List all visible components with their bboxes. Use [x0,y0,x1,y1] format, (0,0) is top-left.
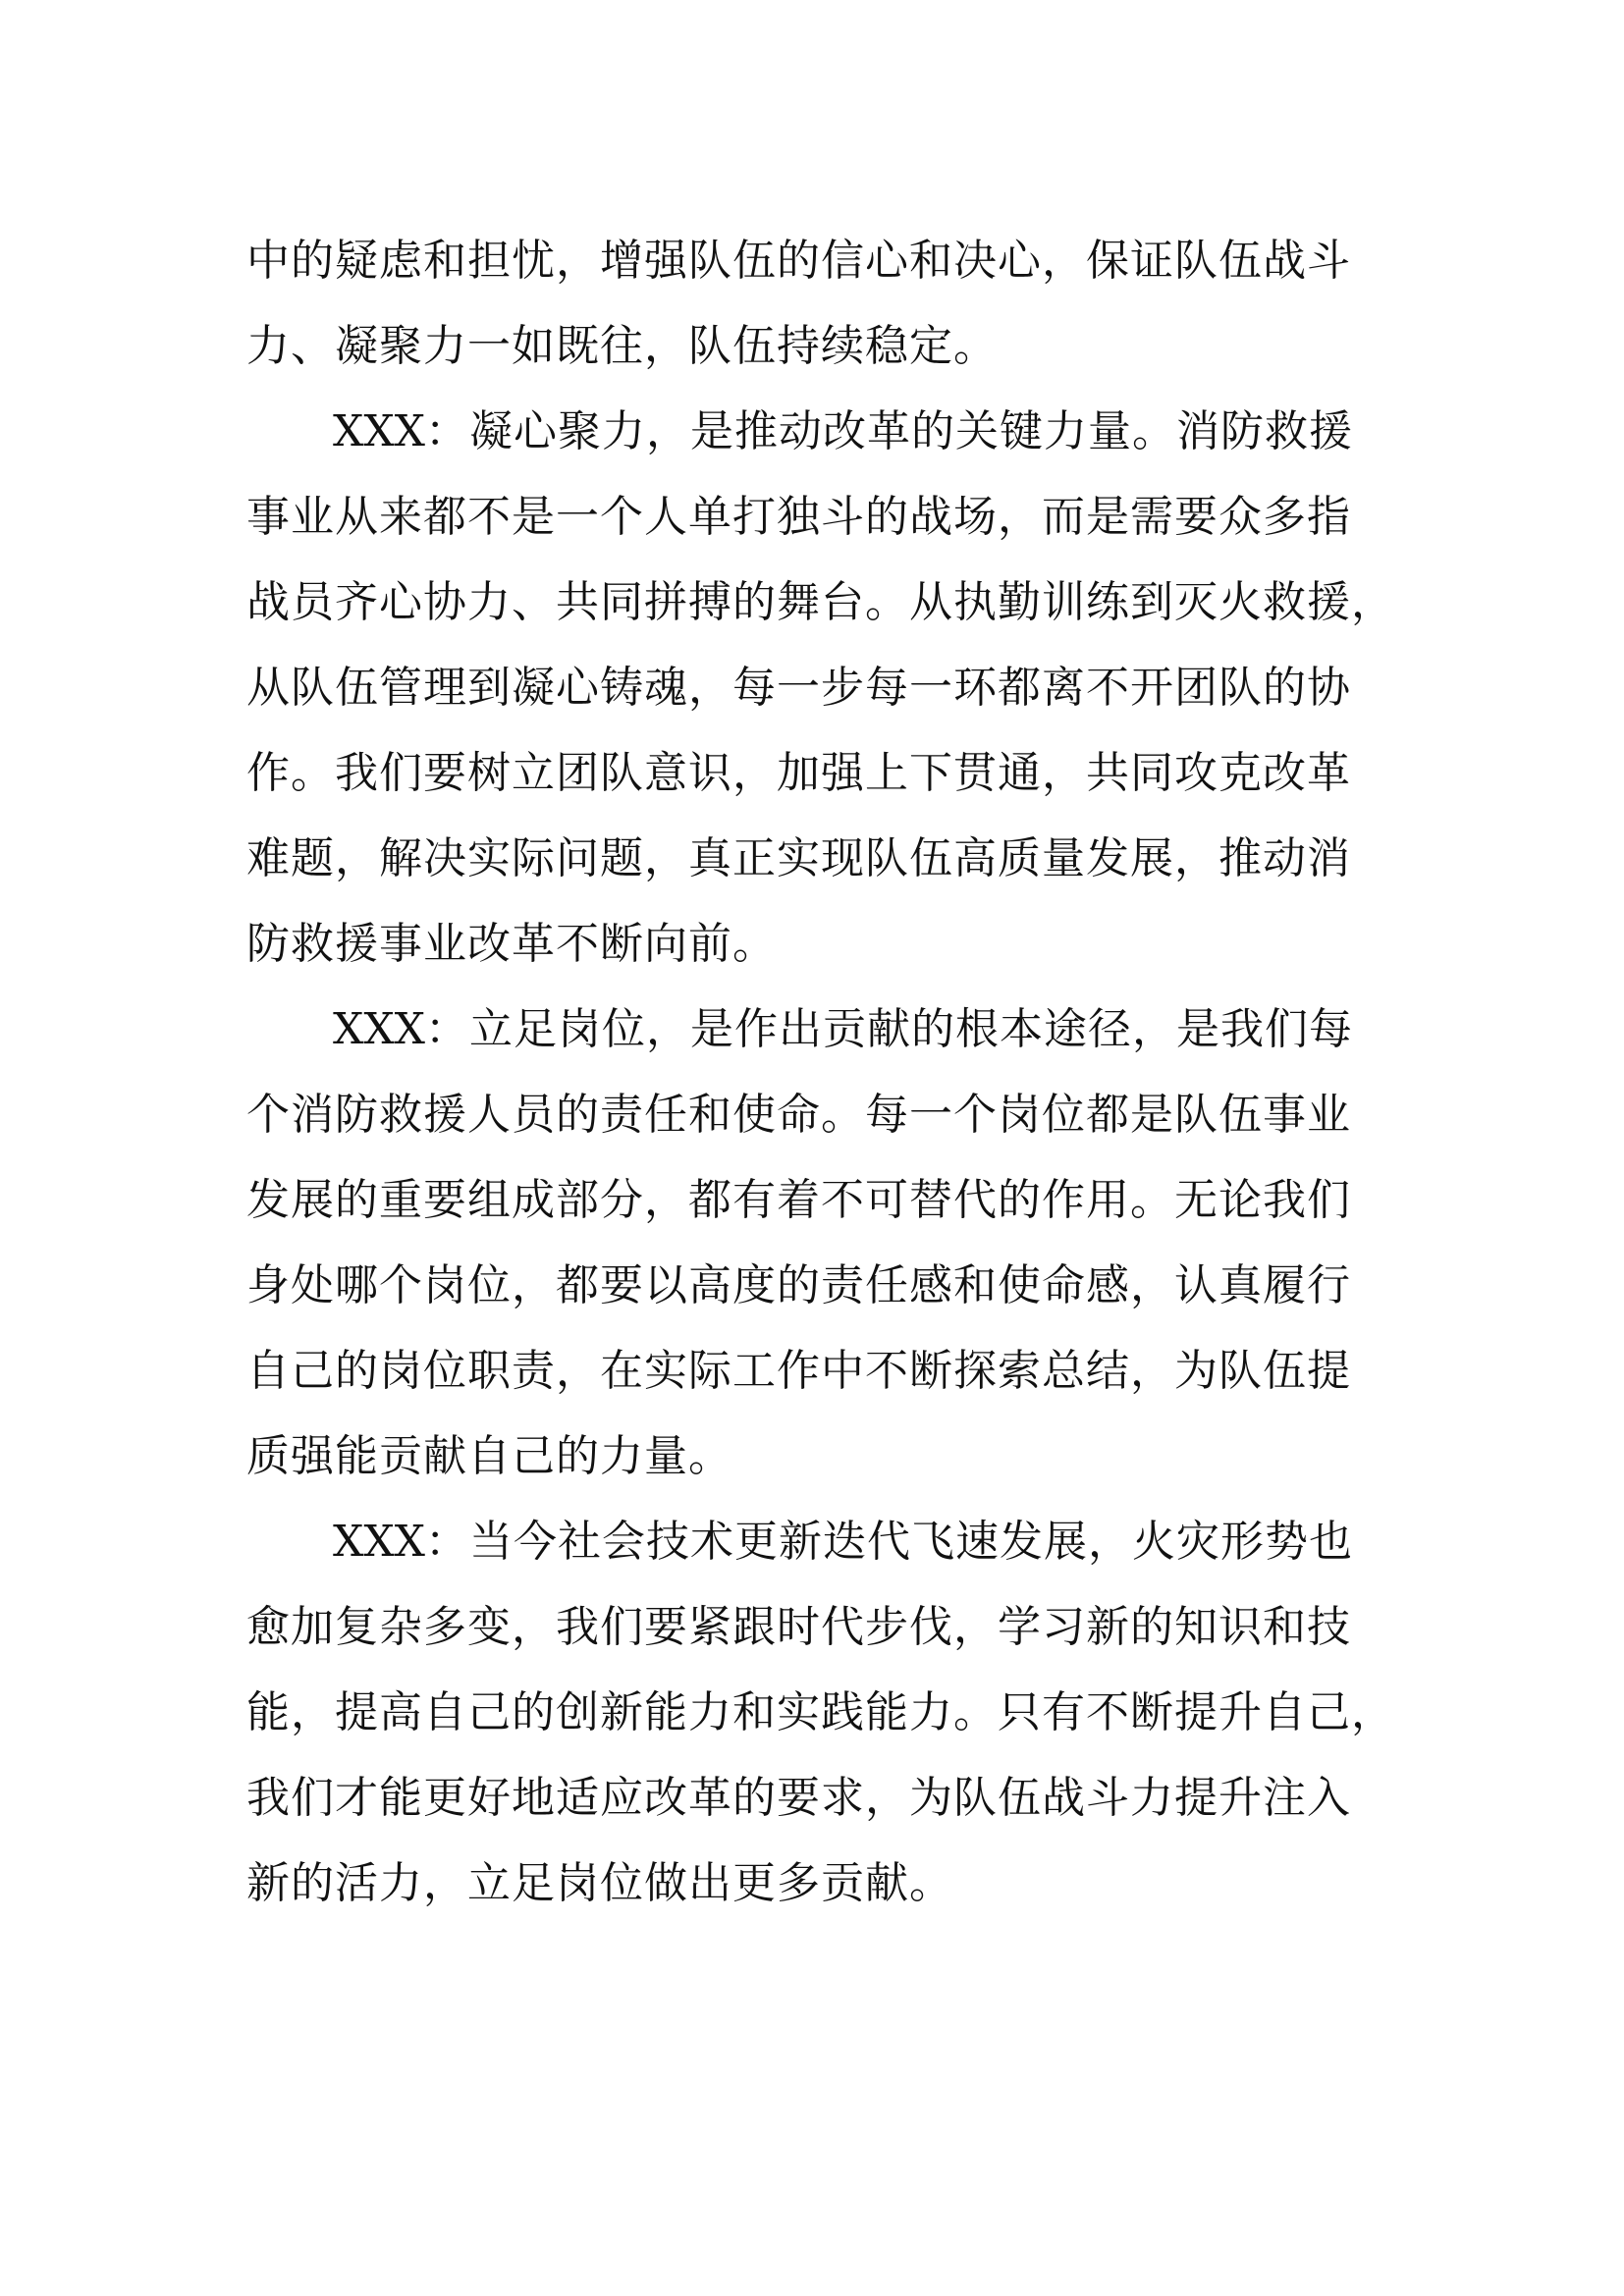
text-line-first [246,987,1376,1072]
text-line-rest: ：凝心聚力，是推动改革的关键力量。消防救援 [424,406,1353,456]
paragraph-continuation [246,218,1376,389]
text-line: 能，提高自己的创新能力和实践能力。只有不断提升自己， [246,1687,1395,1737]
paragraph-innovation [246,1499,1395,1926]
text-line: 力、凝聚力一如既往，队伍持续稳定。 [246,321,998,371]
paragraph-position [246,987,1376,1499]
text-line: 战员齐心协力、共同拼搏的舞台。从执勤训练到灭火救援， [246,577,1395,627]
text-line-rest: ：立足岗位，是作出贡献的根本途径，是我们每 [424,1004,1353,1054]
text-line: 新的活力，立足岗位做出更多贡献。 [246,1858,953,1908]
text-line: 作。我们要树立团队意识，加强上下贯通，共同攻克改革 [246,748,1351,798]
text-line: 中的疑虑和担忧，增强队伍的信心和决心，保证队伍战斗 [246,236,1351,286]
speaker-label: XXX [333,1004,425,1054]
speaker-label: XXX [333,1517,425,1567]
text-line-first [246,389,1376,474]
text-line: 个消防救援人员的责任和使命。每一个岗位都是队伍事业 [246,1090,1351,1140]
text-line: 自己的岗位职责，在实际工作中不断探索总结，为队伍提 [246,1346,1351,1396]
text-line-first [246,1499,1376,1584]
text-line: 难题，解决实际问题，真正实现队伍高质量发展，推动消 [246,833,1351,883]
text-line: 我们才能更好地适应改革的要求，为队伍战斗力提升注入 [246,1773,1351,1823]
text-line: 防救援事业改革不断向前。 [246,919,777,969]
text-line: 愈加复杂多变，我们要紧跟时代步伐，学习新的知识和技 [246,1602,1351,1652]
text-line-rest: ：当今社会技术更新迭代飞速发展，火灾形势也 [424,1517,1353,1567]
text-line: 发展的重要组成部分，都有着不可替代的作用。无论我们 [246,1175,1351,1225]
text-line: 事业从来都不是一个人单打独斗的战场，而是需要众多指 [246,492,1351,542]
speaker-label: XXX [333,406,425,456]
text-line: 身处哪个岗位，都要以高度的责任感和使命感，认真履行 [246,1260,1351,1310]
text-line: 质强能贡献自己的力量。 [246,1431,732,1481]
paragraph-teamwork [246,389,1395,987]
text-line: 从队伍管理到凝心铸魂，每一步每一环都离不开团队的协 [246,663,1351,713]
document-body [246,218,1395,1926]
